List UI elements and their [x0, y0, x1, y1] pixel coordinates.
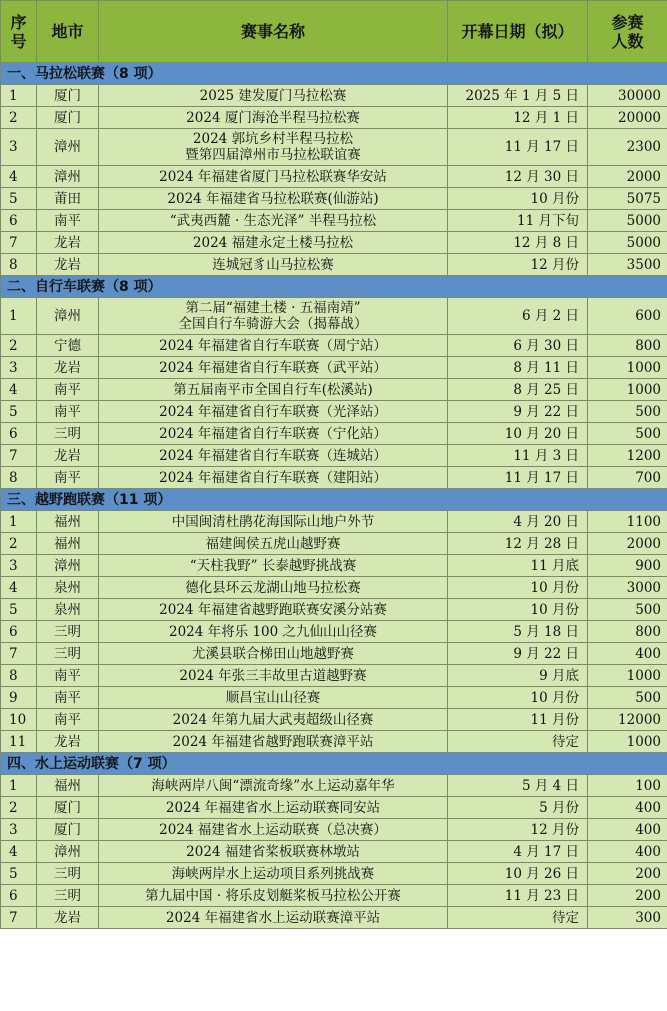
row-event-name: 第五届南平市全国自行车(松溪站) — [99, 379, 448, 401]
row-open-date: 9 月 22 日 — [448, 643, 588, 665]
row-participants: 100 — [588, 775, 667, 797]
row-open-date: 5 月 18 日 — [448, 621, 588, 643]
row-city: 南平 — [37, 687, 99, 709]
row-city: 三明 — [37, 621, 99, 643]
row-open-date: 11 月 3 日 — [448, 445, 588, 467]
row-city: 三明 — [37, 885, 99, 907]
row-open-date: 11 月 23 日 — [448, 885, 588, 907]
row-event-name: 中国闽清杜鹃花海国际山地户外节 — [99, 511, 448, 533]
row-participants: 600 — [588, 298, 667, 335]
row-city: 漳州 — [37, 555, 99, 577]
row-index: 1 — [1, 85, 37, 107]
row-event-name: 连城冠豸山马拉松赛 — [99, 254, 448, 276]
row-city: 宁德 — [37, 335, 99, 357]
section-title: 三、越野跑联赛（11 项） — [1, 489, 667, 511]
table-row — [1, 621, 667, 643]
table-row — [1, 599, 667, 621]
row-city: 龙岩 — [37, 254, 99, 276]
row-index: 4 — [1, 577, 37, 599]
table-row — [1, 107, 667, 129]
row-city: 莆田 — [37, 188, 99, 210]
row-index: 7 — [1, 907, 37, 929]
row-event-name: 2025 建发厦门马拉松赛 — [99, 85, 448, 107]
row-index: 7 — [1, 643, 37, 665]
row-index: 6 — [1, 885, 37, 907]
row-open-date: 待定 — [448, 907, 588, 929]
row-open-date: 12 月 28 日 — [448, 533, 588, 555]
row-event-name: 2024 年福建省自行车联赛（连城站） — [99, 445, 448, 467]
row-city: 福州 — [37, 511, 99, 533]
row-event-name: 2024 年福建省水上运动联赛同安站 — [99, 797, 448, 819]
table-row — [1, 907, 667, 929]
row-event-name: 福建闽侯五虎山越野赛 — [99, 533, 448, 555]
row-open-date: 12 月 30 日 — [448, 166, 588, 188]
row-open-date: 6 月 2 日 — [448, 298, 588, 335]
row-participants: 20000 — [588, 107, 667, 129]
row-event-name: 顺昌宝山山径赛 — [99, 687, 448, 709]
row-city: 龙岩 — [37, 357, 99, 379]
row-open-date: 5 月份 — [448, 797, 588, 819]
header-row — [1, 1, 667, 63]
row-open-date: 10 月份 — [448, 687, 588, 709]
row-open-date: 11 月份 — [448, 709, 588, 731]
row-participants: 5000 — [588, 210, 667, 232]
row-participants: 400 — [588, 797, 667, 819]
row-city: 南平 — [37, 665, 99, 687]
row-event-name: 2024 年福建省自行车联赛（周宁站） — [99, 335, 448, 357]
row-index: 5 — [1, 401, 37, 423]
row-participants: 2000 — [588, 533, 667, 555]
row-participants: 900 — [588, 555, 667, 577]
header-city: 地市 — [37, 1, 99, 63]
table-row — [1, 709, 667, 731]
row-index: 4 — [1, 166, 37, 188]
row-city: 泉州 — [37, 599, 99, 621]
row-index: 5 — [1, 188, 37, 210]
row-participants: 1100 — [588, 511, 667, 533]
row-open-date: 12 月份 — [448, 819, 588, 841]
row-participants: 30000 — [588, 85, 667, 107]
row-event-name: 2024 年福建省马拉松联赛(仙游站) — [99, 188, 448, 210]
row-event-name: 2024 年福建省自行车联赛（武平站） — [99, 357, 448, 379]
section-title: 二、自行车联赛（8 项） — [1, 276, 667, 298]
row-event-name: 德化县环云龙湖山地马拉松赛 — [99, 577, 448, 599]
row-event-name: 2024 年福建省水上运动联赛漳平站 — [99, 907, 448, 929]
row-city: 南平 — [37, 467, 99, 489]
section-header — [1, 63, 667, 85]
row-open-date: 11 月底 — [448, 555, 588, 577]
row-event-name: 2024 年福建省厦门马拉松联赛华安站 — [99, 166, 448, 188]
row-participants: 2300 — [588, 129, 667, 166]
row-index: 1 — [1, 775, 37, 797]
table-row — [1, 129, 667, 166]
row-participants: 800 — [588, 335, 667, 357]
table-row — [1, 775, 667, 797]
table-row — [1, 423, 667, 445]
table-row — [1, 819, 667, 841]
table-row — [1, 687, 667, 709]
section-header — [1, 753, 667, 775]
row-open-date: 6 月 30 日 — [448, 335, 588, 357]
row-city: 漳州 — [37, 129, 99, 166]
table-row — [1, 335, 667, 357]
row-event-name: 2024 年第九届大武夷超级山径赛 — [99, 709, 448, 731]
table-row — [1, 379, 667, 401]
row-city: 漳州 — [37, 166, 99, 188]
row-open-date: 9 月 22 日 — [448, 401, 588, 423]
row-open-date: 10 月份 — [448, 577, 588, 599]
row-participants: 1000 — [588, 357, 667, 379]
header-event-name: 赛事名称 — [99, 1, 448, 63]
row-participants: 5075 — [588, 188, 667, 210]
table-row — [1, 232, 667, 254]
table-row — [1, 298, 667, 335]
row-city: 厦门 — [37, 797, 99, 819]
table-row — [1, 555, 667, 577]
row-city: 南平 — [37, 379, 99, 401]
row-participants: 12000 — [588, 709, 667, 731]
row-open-date: 4 月 20 日 — [448, 511, 588, 533]
row-index: 7 — [1, 445, 37, 467]
row-index: 8 — [1, 665, 37, 687]
table-row — [1, 577, 667, 599]
row-event-name: 2024 厦门海沧半程马拉松赛 — [99, 107, 448, 129]
row-participants: 1000 — [588, 379, 667, 401]
row-participants: 400 — [588, 841, 667, 863]
row-city: 三明 — [37, 643, 99, 665]
row-index: 1 — [1, 298, 37, 335]
row-index: 8 — [1, 467, 37, 489]
row-index: 10 — [1, 709, 37, 731]
row-city: 龙岩 — [37, 232, 99, 254]
row-event-name: 2024 年张三丰故里古道越野赛 — [99, 665, 448, 687]
table-row — [1, 210, 667, 232]
row-event-name: 2024 郭坑乡村半程马拉松 暨第四届漳州市马拉松联谊赛 — [99, 129, 448, 166]
row-index: 7 — [1, 232, 37, 254]
table-row — [1, 357, 667, 379]
row-open-date: 8 月 25 日 — [448, 379, 588, 401]
row-participants: 1200 — [588, 445, 667, 467]
row-participants: 400 — [588, 643, 667, 665]
row-index: 2 — [1, 335, 37, 357]
row-event-name: 第二届“福建土楼 · 五福南靖” 全国自行车骑游大会（揭幕战） — [99, 298, 448, 335]
row-participants: 200 — [588, 863, 667, 885]
table-row — [1, 188, 667, 210]
row-city: 厦门 — [37, 819, 99, 841]
table-row — [1, 643, 667, 665]
table-row — [1, 885, 667, 907]
header-open-date: 开幕日期（拟） — [448, 1, 588, 63]
row-participants: 2000 — [588, 166, 667, 188]
row-participants: 500 — [588, 423, 667, 445]
row-index: 3 — [1, 129, 37, 166]
table-row — [1, 797, 667, 819]
row-index: 2 — [1, 533, 37, 555]
row-index: 6 — [1, 621, 37, 643]
row-open-date: 10 月 26 日 — [448, 863, 588, 885]
row-city: 福州 — [37, 775, 99, 797]
table-row — [1, 665, 667, 687]
row-participants: 800 — [588, 621, 667, 643]
row-city: 厦门 — [37, 107, 99, 129]
table-row — [1, 863, 667, 885]
row-open-date: 10 月份 — [448, 188, 588, 210]
row-participants: 500 — [588, 401, 667, 423]
table-row — [1, 731, 667, 753]
row-index: 11 — [1, 731, 37, 753]
header-index: 序 号 — [1, 1, 37, 63]
section-title: 四、水上运动联赛（7 项） — [1, 753, 667, 775]
row-city: 三明 — [37, 423, 99, 445]
row-participants: 1000 — [588, 731, 667, 753]
table-row — [1, 401, 667, 423]
table-row — [1, 445, 667, 467]
row-event-name: 2024 年福建省越野跑联赛漳平站 — [99, 731, 448, 753]
section-title: 一、马拉松联赛（8 项） — [1, 63, 667, 85]
row-city: 福州 — [37, 533, 99, 555]
row-participants: 3500 — [588, 254, 667, 276]
row-index: 4 — [1, 841, 37, 863]
row-city: 漳州 — [37, 841, 99, 863]
row-city: 龙岩 — [37, 907, 99, 929]
row-participants: 5000 — [588, 232, 667, 254]
row-index: 4 — [1, 379, 37, 401]
row-participants: 400 — [588, 819, 667, 841]
row-open-date: 待定 — [448, 731, 588, 753]
row-index: 3 — [1, 819, 37, 841]
row-event-name: 海峡两岸八闽“漂流奇缘”水上运动嘉年华 — [99, 775, 448, 797]
row-event-name: 2024 福建永定土楼马拉松 — [99, 232, 448, 254]
row-participants: 700 — [588, 467, 667, 489]
row-event-name: 2024 年福建省自行车联赛（宁化站） — [99, 423, 448, 445]
row-index: 3 — [1, 555, 37, 577]
row-event-name: 2024 年福建省自行车联赛（光泽站） — [99, 401, 448, 423]
row-open-date: 2025 年 1 月 5 日 — [448, 85, 588, 107]
row-city: 南平 — [37, 401, 99, 423]
row-event-name: “天柱我野” 长泰越野挑战赛 — [99, 555, 448, 577]
row-open-date: 11 月下旬 — [448, 210, 588, 232]
row-event-name: 2024 年福建省越野跑联赛安溪分站赛 — [99, 599, 448, 621]
row-index: 6 — [1, 423, 37, 445]
row-participants: 3000 — [588, 577, 667, 599]
row-index: 6 — [1, 210, 37, 232]
row-open-date: 12 月 1 日 — [448, 107, 588, 129]
row-open-date: 8 月 11 日 — [448, 357, 588, 379]
row-open-date: 4 月 17 日 — [448, 841, 588, 863]
table-row — [1, 166, 667, 188]
section-header — [1, 276, 667, 298]
row-event-name: “武夷西麓 · 生态光泽” 半程马拉松 — [99, 210, 448, 232]
row-open-date: 10 月 20 日 — [448, 423, 588, 445]
row-index: 2 — [1, 107, 37, 129]
row-city: 三明 — [37, 863, 99, 885]
row-city: 南平 — [37, 210, 99, 232]
table-row — [1, 533, 667, 555]
table-row — [1, 467, 667, 489]
row-city: 龙岩 — [37, 445, 99, 467]
row-event-name: 2024 年将乐 100 之九仙山山径赛 — [99, 621, 448, 643]
table-row — [1, 254, 667, 276]
row-open-date: 12 月份 — [448, 254, 588, 276]
row-open-date: 5 月 4 日 — [448, 775, 588, 797]
row-index: 2 — [1, 797, 37, 819]
table-row — [1, 841, 667, 863]
row-event-name: 第九届中国 · 将乐皮划艇桨板马拉松公开赛 — [99, 885, 448, 907]
row-index: 5 — [1, 599, 37, 621]
row-open-date: 10 月份 — [448, 599, 588, 621]
row-event-name: 2024 福建省桨板联赛林墩站 — [99, 841, 448, 863]
row-city: 泉州 — [37, 577, 99, 599]
row-open-date: 11 月 17 日 — [448, 129, 588, 166]
row-index: 9 — [1, 687, 37, 709]
row-city: 南平 — [37, 709, 99, 731]
row-participants: 1000 — [588, 665, 667, 687]
header-participants: 参赛 人数 — [588, 1, 667, 63]
row-index: 5 — [1, 863, 37, 885]
table-body — [1, 63, 667, 929]
row-city: 厦门 — [37, 85, 99, 107]
table-row — [1, 511, 667, 533]
row-open-date: 12 月 8 日 — [448, 232, 588, 254]
row-open-date: 9 月底 — [448, 665, 588, 687]
row-event-name: 海峡两岸水上运动项目系列挑战赛 — [99, 863, 448, 885]
row-index: 1 — [1, 511, 37, 533]
row-participants: 200 — [588, 885, 667, 907]
row-event-name: 尤溪县联合梯田山地越野赛 — [99, 643, 448, 665]
row-participants: 300 — [588, 907, 667, 929]
row-event-name: 2024 福建省水上运动联赛（总决赛） — [99, 819, 448, 841]
row-index: 3 — [1, 357, 37, 379]
row-open-date: 11 月 17 日 — [448, 467, 588, 489]
row-index: 8 — [1, 254, 37, 276]
row-city: 漳州 — [37, 298, 99, 335]
row-participants: 500 — [588, 599, 667, 621]
row-city: 龙岩 — [37, 731, 99, 753]
row-event-name: 2024 年福建省自行车联赛（建阳站） — [99, 467, 448, 489]
table-row — [1, 85, 667, 107]
row-participants: 500 — [588, 687, 667, 709]
section-header — [1, 489, 667, 511]
